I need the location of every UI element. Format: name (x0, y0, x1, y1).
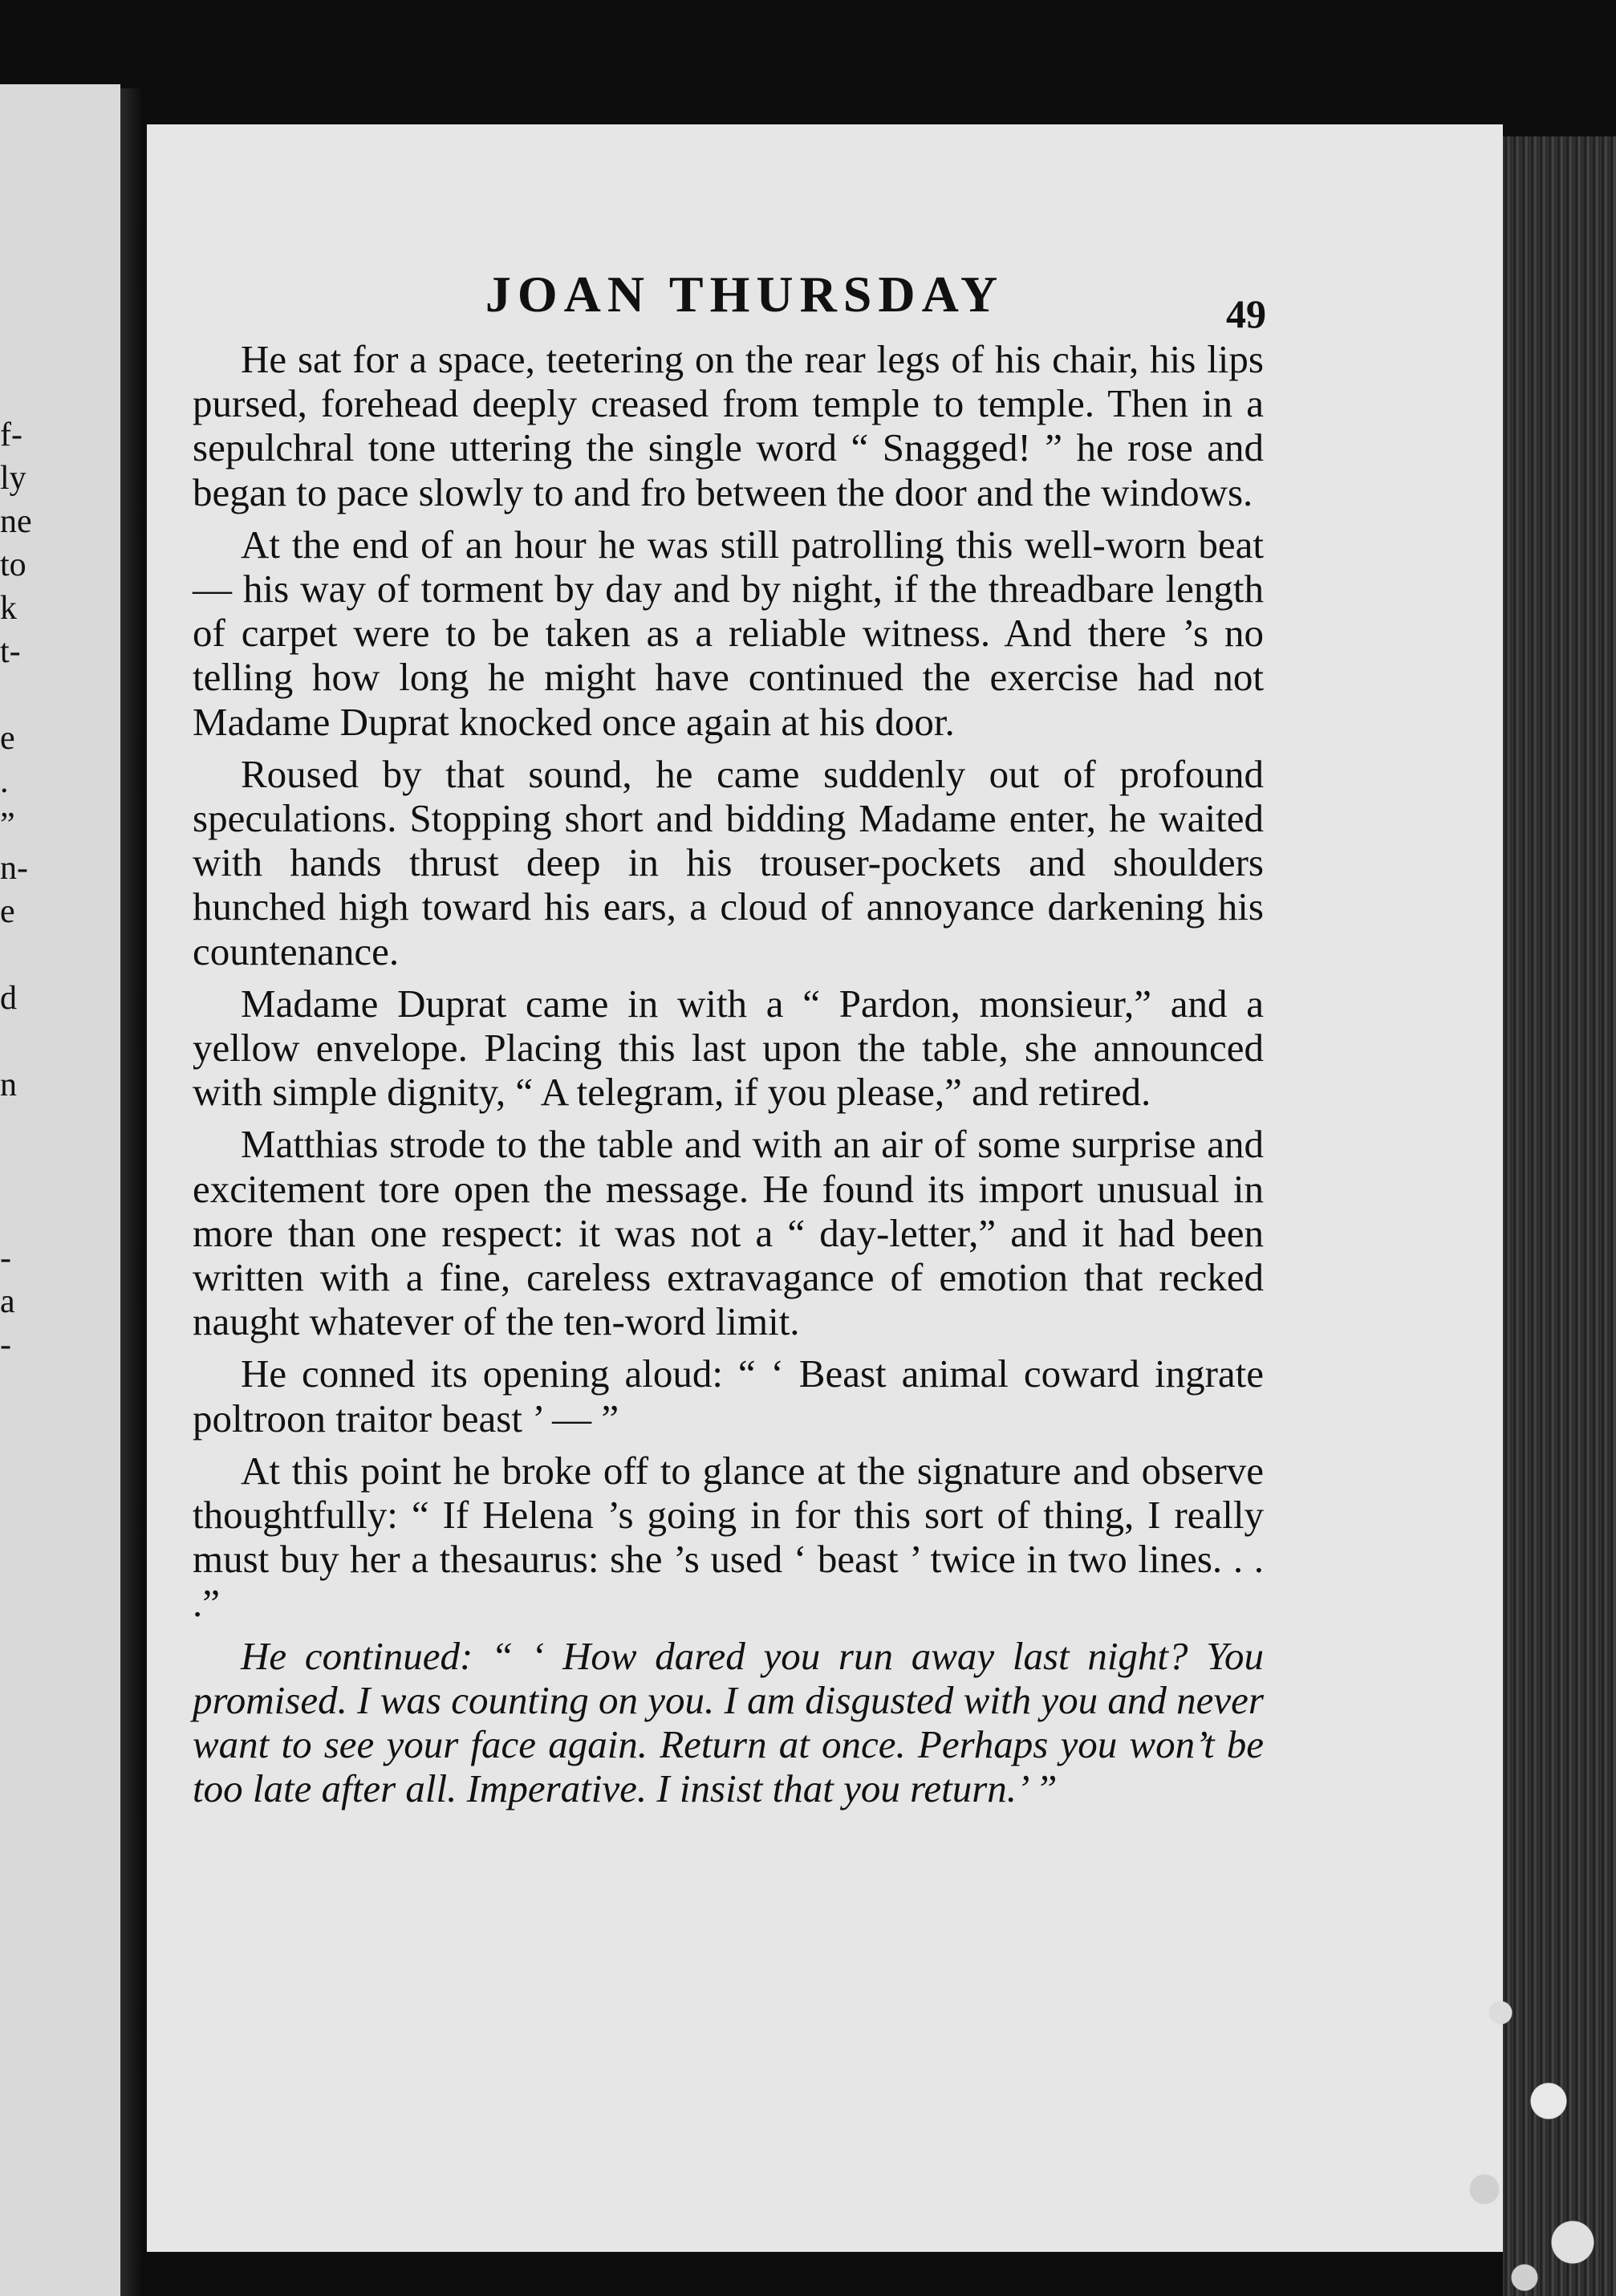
fragment-line: f- (0, 417, 22, 453)
fragment-line (0, 1107, 32, 1150)
page-number: 49 (1226, 291, 1266, 336)
fragment-line (0, 673, 32, 717)
fragment-line: . (0, 763, 9, 800)
left-page-text-fragments (0, 413, 32, 1367)
fragment-line: e (0, 720, 15, 757)
fragment-line: k (0, 590, 17, 627)
fragment-line: a (0, 1283, 15, 1320)
body-text (193, 337, 1264, 1819)
fragment-line (0, 1193, 32, 1237)
book-gutter (120, 88, 144, 2296)
fragment-line: t- (0, 633, 21, 670)
paragraph: He sat for a space, teetering on the rear legs of his chair, his lips pursed, forehead deeply creased from temple to temple. Then in a sepulchral tone uttering the single word “ Snagged! ” he rose and began to pace slowly to and fro between the door and the windows. (193, 337, 1264, 514)
fragment-line: - (0, 1327, 11, 1363)
fragment-line: ” (0, 807, 15, 843)
paragraph: Madame Duprat came in with a “ Pardon, monsieur,” and a yellow envelope. Placing this last upon the table, she announced with simple dignity, “ A telegram, if you please,” and retired. (193, 981, 1264, 1115)
fragment-line (0, 1150, 32, 1193)
fragment-line: - (0, 1240, 11, 1277)
paragraph: At the end of an hour he was still patrolling this well-worn beat — his way of torment by day and by night, if the threadbare length of carpet were to be taken as a reliable witness. And there ’s no telling how long he might have continued the exercise had not Madame Duprat knocked once again at his door. (193, 522, 1264, 744)
paragraph: Roused by that sound, he came suddenly out of profound speculations. Stopping short and bidding Madame enter, he waited with hands thrust deep in his trouser-pockets and shoulders hunched high toward his ears, a cloud of annoyance darkening his countenance. (193, 751, 1264, 973)
fragment-line: n- (0, 850, 28, 887)
fragment-line: to (0, 547, 26, 583)
paragraph: He conned its opening aloud: “ ‘ Beast animal coward ingrate poltroon traitor beast ’ — ” (193, 1351, 1264, 1441)
scan-damage-spots (1452, 1942, 1613, 2295)
fragment-line: n (0, 1067, 17, 1103)
left-page (0, 84, 120, 2296)
fragment-line (0, 933, 32, 977)
running-header: JOAN THURSDAY (485, 266, 1005, 323)
fragment-line: ly (0, 460, 26, 497)
fragment-line (0, 1020, 32, 1063)
paragraph: He continued: “ ‘ How dared you run away last night? You promised. I was counting on you. I am disgusted with you and never want to see your face again. Return at once. Perhaps you won’t be too late after all. Imperative. I insist that you return.’ ” (193, 1633, 1264, 1811)
fragment-line: ne (0, 503, 32, 540)
fragment-line: e (0, 893, 15, 930)
paragraph: Matthias strode to the table and with an air of some surprise and excitement tore open the message. He found its import unusual in more than one respect: it was not a “ day-letter,” and it had been written with a fine, careless extravagance of emotion that recked naught whatever of the ten-word limit. (193, 1122, 1264, 1344)
fragment-line: d (0, 980, 17, 1017)
paragraph: At this point he broke off to glance at the signature and observe thoughtfully: “ If Helena ’s going in for this sort of thing, I really must buy her a thesaurus: she ’s used ‘ beast ’ twice in two lines. . . .” (193, 1448, 1264, 1626)
